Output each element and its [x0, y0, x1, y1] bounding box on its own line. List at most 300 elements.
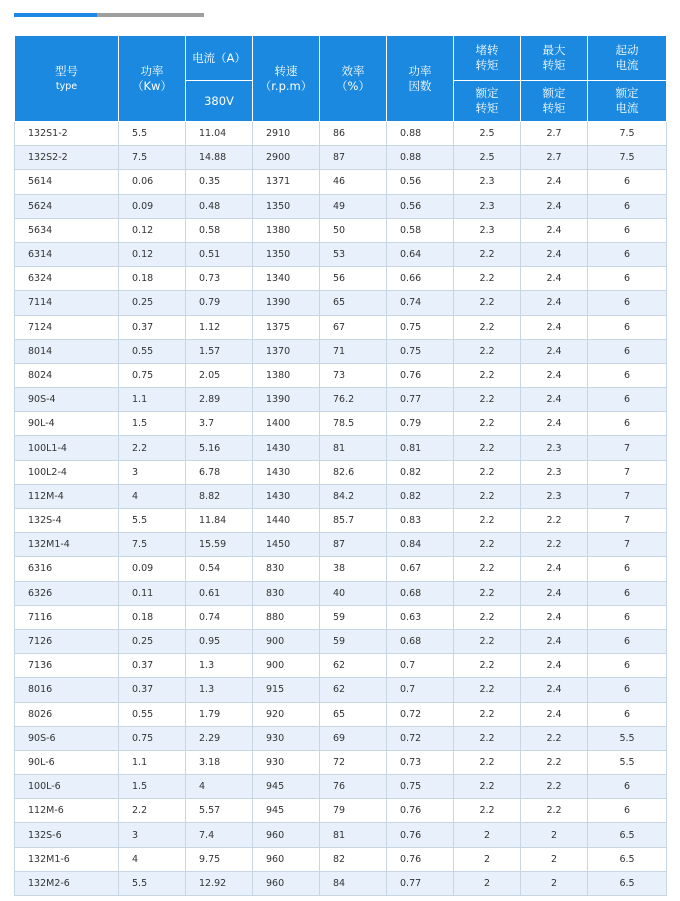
- cell-model: 132M2-6: [15, 871, 119, 895]
- table-row: [15, 146, 667, 170]
- cell-efficiency: 46: [320, 170, 387, 194]
- cell-speed: 1450: [253, 533, 320, 557]
- cell-power: 0.37: [119, 315, 186, 339]
- table-row: [15, 218, 667, 242]
- cell-power: 0.12: [119, 218, 186, 242]
- cell-power-factor: 0.72: [387, 702, 454, 726]
- cell-efficiency: 50: [320, 218, 387, 242]
- cell-current: 0.74: [186, 605, 253, 629]
- cell-efficiency: 84.2: [320, 484, 387, 508]
- cell-start-current: 6: [588, 267, 667, 291]
- cell-current: 2.05: [186, 363, 253, 387]
- table-row: [15, 750, 667, 774]
- cell-max-torque: 2.4: [521, 291, 588, 315]
- cell-stall-torque: 2.2: [454, 799, 521, 823]
- cell-power: 1.1: [119, 388, 186, 412]
- cell-power-factor: 0.73: [387, 750, 454, 774]
- cell-power-factor: 0.82: [387, 484, 454, 508]
- cell-start-current: 6: [588, 170, 667, 194]
- table-row: [15, 412, 667, 436]
- cell-power-factor: 0.76: [387, 847, 454, 871]
- cell-current: 5.16: [186, 436, 253, 460]
- cell-stall-torque: 2.3: [454, 218, 521, 242]
- cell-max-torque: 2.4: [521, 388, 588, 412]
- cell-power: 0.25: [119, 291, 186, 315]
- cell-power-factor: 0.77: [387, 871, 454, 895]
- cell-model: 90L-6: [15, 750, 119, 774]
- cell-model: 132M1-6: [15, 847, 119, 871]
- cell-speed: 1440: [253, 509, 320, 533]
- table-row: [15, 581, 667, 605]
- cell-efficiency: 81: [320, 436, 387, 460]
- cell-current: 1.12: [186, 315, 253, 339]
- cell-stall-torque: 2.2: [454, 726, 521, 750]
- cell-max-torque: 2.4: [521, 363, 588, 387]
- cell-speed: 920: [253, 702, 320, 726]
- cell-power: 1.5: [119, 412, 186, 436]
- cell-power-factor: 0.63: [387, 605, 454, 629]
- cell-start-current: 6: [588, 629, 667, 653]
- cell-model: 7126: [15, 629, 119, 653]
- cell-model: 90L-4: [15, 412, 119, 436]
- cell-model: 5614: [15, 170, 119, 194]
- cell-max-torque: 2.2: [521, 509, 588, 533]
- cell-model: 132S2-2: [15, 146, 119, 170]
- cell-power-factor: 0.77: [387, 388, 454, 412]
- cell-efficiency: 87: [320, 533, 387, 557]
- cell-start-current: 7: [588, 484, 667, 508]
- cell-speed: 1430: [253, 436, 320, 460]
- cell-stall-torque: 2.2: [454, 629, 521, 653]
- cell-current: 6.78: [186, 460, 253, 484]
- cell-power-factor: 0.7: [387, 678, 454, 702]
- header-current-voltage: 380V: [186, 81, 253, 122]
- cell-start-current: 6: [588, 291, 667, 315]
- cell-start-current: 6.5: [588, 871, 667, 895]
- cell-current: 2.29: [186, 726, 253, 750]
- cell-current: 1.57: [186, 339, 253, 363]
- table-row: [15, 871, 667, 895]
- table-row: [15, 170, 667, 194]
- cell-power: 7.5: [119, 533, 186, 557]
- cell-power: 3: [119, 460, 186, 484]
- cell-power: 4: [119, 847, 186, 871]
- cell-efficiency: 73: [320, 363, 387, 387]
- cell-start-current: 6: [588, 702, 667, 726]
- cell-efficiency: 87: [320, 146, 387, 170]
- cell-model: 6324: [15, 267, 119, 291]
- cell-max-torque: 2.4: [521, 605, 588, 629]
- cell-model: 8026: [15, 702, 119, 726]
- cell-stall-torque: 2.2: [454, 775, 521, 799]
- table-row: [15, 775, 667, 799]
- cell-current: 11.84: [186, 509, 253, 533]
- cell-power: 2.2: [119, 436, 186, 460]
- cell-max-torque: 2.2: [521, 533, 588, 557]
- cell-power: 5.5: [119, 122, 186, 146]
- header-power-factor: 功率 因数: [387, 36, 454, 122]
- cell-model: 8024: [15, 363, 119, 387]
- cell-efficiency: 82.6: [320, 460, 387, 484]
- table-body: [15, 122, 667, 896]
- table-row: [15, 629, 667, 653]
- cell-current: 4: [186, 775, 253, 799]
- cell-efficiency: 38: [320, 557, 387, 581]
- cell-speed: 945: [253, 775, 320, 799]
- cell-power-factor: 0.82: [387, 460, 454, 484]
- table-row: [15, 484, 667, 508]
- cell-current: 12.92: [186, 871, 253, 895]
- cell-stall-torque: 2.2: [454, 654, 521, 678]
- cell-model: 7114: [15, 291, 119, 315]
- cell-power: 1.5: [119, 775, 186, 799]
- table-row: [15, 242, 667, 266]
- cell-stall-torque: 2.2: [454, 242, 521, 266]
- cell-start-current: 7: [588, 460, 667, 484]
- cell-power: 3: [119, 823, 186, 847]
- cell-start-current: 6: [588, 242, 667, 266]
- cell-speed: 1375: [253, 315, 320, 339]
- header-start-current: 起动 电流: [588, 36, 667, 81]
- cell-stall-torque: 2.2: [454, 460, 521, 484]
- cell-start-current: 6: [588, 339, 667, 363]
- cell-start-current: 6.5: [588, 823, 667, 847]
- cell-max-torque: 2.4: [521, 581, 588, 605]
- cell-power: 0.55: [119, 702, 186, 726]
- cell-efficiency: 86: [320, 122, 387, 146]
- cell-power-factor: 0.58: [387, 218, 454, 242]
- cell-max-torque: 2.4: [521, 267, 588, 291]
- cell-speed: 1430: [253, 460, 320, 484]
- table-row: [15, 339, 667, 363]
- table-row: [15, 702, 667, 726]
- cell-max-torque: 2.2: [521, 750, 588, 774]
- table-row: [15, 654, 667, 678]
- table-row: [15, 557, 667, 581]
- cell-power: 0.75: [119, 363, 186, 387]
- cell-model: 7136: [15, 654, 119, 678]
- cell-start-current: 6: [588, 218, 667, 242]
- header-rated-torque-b: 额定 转矩: [521, 81, 588, 122]
- cell-max-torque: 2.3: [521, 460, 588, 484]
- cell-current: 0.79: [186, 291, 253, 315]
- cell-power-factor: 0.68: [387, 629, 454, 653]
- cell-power-factor: 0.76: [387, 823, 454, 847]
- header-stall-torque: 堵转 转矩: [454, 36, 521, 81]
- cell-stall-torque: 2.2: [454, 509, 521, 533]
- cell-max-torque: 2.2: [521, 799, 588, 823]
- cell-stall-torque: 2.2: [454, 702, 521, 726]
- cell-model: 100L-6: [15, 775, 119, 799]
- cell-model: 132M1-4: [15, 533, 119, 557]
- cell-model: 8014: [15, 339, 119, 363]
- cell-stall-torque: 2.2: [454, 339, 521, 363]
- cell-power-factor: 0.68: [387, 581, 454, 605]
- cell-efficiency: 56: [320, 267, 387, 291]
- cell-efficiency: 65: [320, 702, 387, 726]
- table-row: [15, 726, 667, 750]
- cell-power-factor: 0.74: [387, 291, 454, 315]
- cell-current: 2.89: [186, 388, 253, 412]
- cell-model: 6314: [15, 242, 119, 266]
- cell-power: 2.2: [119, 799, 186, 823]
- table-row: [15, 194, 667, 218]
- cell-start-current: 5.5: [588, 750, 667, 774]
- cell-power: 0.75: [119, 726, 186, 750]
- table-row: [15, 291, 667, 315]
- cell-efficiency: 65: [320, 291, 387, 315]
- cell-model: 90S-6: [15, 726, 119, 750]
- cell-power: 5.5: [119, 509, 186, 533]
- cell-power-factor: 0.88: [387, 122, 454, 146]
- cell-stall-torque: 2.5: [454, 122, 521, 146]
- cell-speed: 960: [253, 847, 320, 871]
- cell-efficiency: 53: [320, 242, 387, 266]
- cell-max-torque: 2.3: [521, 436, 588, 460]
- cell-speed: 1350: [253, 194, 320, 218]
- cell-start-current: 6: [588, 654, 667, 678]
- cell-model: 112M-6: [15, 799, 119, 823]
- cell-max-torque: 2.4: [521, 339, 588, 363]
- cell-max-torque: 2.4: [521, 315, 588, 339]
- cell-power-factor: 0.75: [387, 315, 454, 339]
- cell-model: 132S-6: [15, 823, 119, 847]
- table-row: [15, 533, 667, 557]
- cell-power-factor: 0.88: [387, 146, 454, 170]
- cell-efficiency: 76: [320, 775, 387, 799]
- cell-speed: 960: [253, 823, 320, 847]
- cell-current: 3.18: [186, 750, 253, 774]
- cell-max-torque: 2: [521, 847, 588, 871]
- cell-power-factor: 0.79: [387, 412, 454, 436]
- header-current: 电流（A）: [186, 36, 253, 81]
- cell-current: 15.59: [186, 533, 253, 557]
- table-row: [15, 799, 667, 823]
- cell-efficiency: 49: [320, 194, 387, 218]
- table-row: [15, 436, 667, 460]
- cell-max-torque: 2.4: [521, 242, 588, 266]
- cell-model: 5634: [15, 218, 119, 242]
- table-row: [15, 509, 667, 533]
- cell-speed: 930: [253, 750, 320, 774]
- cell-efficiency: 59: [320, 629, 387, 653]
- cell-efficiency: 82: [320, 847, 387, 871]
- cell-stall-torque: 2: [454, 847, 521, 871]
- cell-power-factor: 0.72: [387, 726, 454, 750]
- cell-speed: 1380: [253, 218, 320, 242]
- cell-speed: 900: [253, 654, 320, 678]
- cell-max-torque: 2.4: [521, 678, 588, 702]
- cell-max-torque: 2.4: [521, 170, 588, 194]
- cell-power: 0.06: [119, 170, 186, 194]
- cell-stall-torque: 2.2: [454, 557, 521, 581]
- decorative-bar-gray: [97, 13, 204, 17]
- cell-efficiency: 67: [320, 315, 387, 339]
- cell-current: 7.4: [186, 823, 253, 847]
- cell-stall-torque: 2.3: [454, 194, 521, 218]
- cell-speed: 880: [253, 605, 320, 629]
- cell-model: 7124: [15, 315, 119, 339]
- cell-speed: 830: [253, 581, 320, 605]
- cell-stall-torque: 2.2: [454, 533, 521, 557]
- cell-power-factor: 0.75: [387, 775, 454, 799]
- cell-model: 5624: [15, 194, 119, 218]
- decorative-header-bar: [14, 13, 204, 17]
- cell-speed: 915: [253, 678, 320, 702]
- cell-stall-torque: 2.5: [454, 146, 521, 170]
- cell-start-current: 6: [588, 775, 667, 799]
- cell-model: 100L1-4: [15, 436, 119, 460]
- cell-efficiency: 81: [320, 823, 387, 847]
- cell-power: 0.09: [119, 557, 186, 581]
- cell-speed: 830: [253, 557, 320, 581]
- cell-power-factor: 0.76: [387, 363, 454, 387]
- table-row: [15, 315, 667, 339]
- cell-max-torque: 2.4: [521, 412, 588, 436]
- cell-max-torque: 2.4: [521, 218, 588, 242]
- cell-current: 9.75: [186, 847, 253, 871]
- cell-speed: 1430: [253, 484, 320, 508]
- cell-power: 4: [119, 484, 186, 508]
- cell-efficiency: 78.5: [320, 412, 387, 436]
- cell-start-current: 6: [588, 412, 667, 436]
- cell-current: 1.79: [186, 702, 253, 726]
- cell-speed: 960: [253, 871, 320, 895]
- cell-stall-torque: 2.2: [454, 436, 521, 460]
- cell-power: 0.11: [119, 581, 186, 605]
- cell-stall-torque: 2.2: [454, 412, 521, 436]
- cell-current: 0.73: [186, 267, 253, 291]
- cell-stall-torque: 2.2: [454, 484, 521, 508]
- cell-efficiency: 40: [320, 581, 387, 605]
- cell-speed: 1390: [253, 388, 320, 412]
- cell-speed: 1340: [253, 267, 320, 291]
- cell-power: 0.37: [119, 678, 186, 702]
- cell-speed: 1400: [253, 412, 320, 436]
- cell-start-current: 7: [588, 533, 667, 557]
- cell-power-factor: 0.64: [387, 242, 454, 266]
- cell-speed: 1390: [253, 291, 320, 315]
- cell-speed: 1350: [253, 242, 320, 266]
- cell-power-factor: 0.66: [387, 267, 454, 291]
- cell-start-current: 6: [588, 194, 667, 218]
- table-row: [15, 678, 667, 702]
- cell-max-torque: 2.4: [521, 702, 588, 726]
- cell-max-torque: 2.4: [521, 654, 588, 678]
- cell-model: 6326: [15, 581, 119, 605]
- cell-stall-torque: 2.2: [454, 750, 521, 774]
- table-row: [15, 823, 667, 847]
- table-row: [15, 460, 667, 484]
- cell-efficiency: 62: [320, 654, 387, 678]
- cell-current: 0.61: [186, 581, 253, 605]
- cell-power-factor: 0.67: [387, 557, 454, 581]
- cell-max-torque: 2.4: [521, 629, 588, 653]
- cell-max-torque: 2.7: [521, 122, 588, 146]
- cell-efficiency: 76.2: [320, 388, 387, 412]
- cell-speed: 1380: [253, 363, 320, 387]
- cell-current: 0.54: [186, 557, 253, 581]
- table-row: [15, 605, 667, 629]
- table-row: [15, 847, 667, 871]
- cell-power-factor: 0.75: [387, 339, 454, 363]
- cell-efficiency: 71: [320, 339, 387, 363]
- cell-speed: 2900: [253, 146, 320, 170]
- cell-power-factor: 0.76: [387, 799, 454, 823]
- cell-start-current: 7.5: [588, 146, 667, 170]
- cell-stall-torque: 2.2: [454, 678, 521, 702]
- cell-max-torque: 2: [521, 871, 588, 895]
- cell-max-torque: 2.3: [521, 484, 588, 508]
- cell-power: 0.09: [119, 194, 186, 218]
- table-row: [15, 363, 667, 387]
- cell-start-current: 5.5: [588, 726, 667, 750]
- cell-current: 5.57: [186, 799, 253, 823]
- cell-speed: 1371: [253, 170, 320, 194]
- cell-model: 7116: [15, 605, 119, 629]
- cell-current: 0.35: [186, 170, 253, 194]
- cell-stall-torque: 2.2: [454, 291, 521, 315]
- table-row: [15, 122, 667, 146]
- cell-start-current: 6: [588, 581, 667, 605]
- cell-model: 90S-4: [15, 388, 119, 412]
- cell-power: 1.1: [119, 750, 186, 774]
- cell-start-current: 6: [588, 678, 667, 702]
- cell-max-torque: 2.2: [521, 775, 588, 799]
- cell-max-torque: 2.4: [521, 194, 588, 218]
- cell-power-factor: 0.83: [387, 509, 454, 533]
- cell-start-current: 6: [588, 557, 667, 581]
- cell-start-current: 7: [588, 509, 667, 533]
- cell-stall-torque: 2: [454, 871, 521, 895]
- cell-start-current: 6: [588, 388, 667, 412]
- header-rated-torque-a: 额定 转矩: [454, 81, 521, 122]
- cell-model: 8016: [15, 678, 119, 702]
- motor-spec-table: [14, 35, 667, 896]
- table-row: [15, 388, 667, 412]
- cell-current: 1.3: [186, 654, 253, 678]
- table-row: [15, 267, 667, 291]
- cell-stall-torque: 2.3: [454, 170, 521, 194]
- cell-power-factor: 0.56: [387, 170, 454, 194]
- cell-speed: 2910: [253, 122, 320, 146]
- decorative-bar-blue: [14, 13, 97, 17]
- cell-power-factor: 0.84: [387, 533, 454, 557]
- cell-current: 1.3: [186, 678, 253, 702]
- cell-model: 6316: [15, 557, 119, 581]
- cell-stall-torque: 2.2: [454, 605, 521, 629]
- cell-start-current: 6: [588, 315, 667, 339]
- cell-speed: 945: [253, 799, 320, 823]
- cell-current: 3.7: [186, 412, 253, 436]
- cell-efficiency: 62: [320, 678, 387, 702]
- cell-power-factor: 0.56: [387, 194, 454, 218]
- cell-power: 0.18: [119, 605, 186, 629]
- cell-stall-torque: 2.2: [454, 267, 521, 291]
- cell-power: 0.12: [119, 242, 186, 266]
- cell-stall-torque: 2.2: [454, 363, 521, 387]
- cell-current: 14.88: [186, 146, 253, 170]
- cell-model: 100L2-4: [15, 460, 119, 484]
- cell-speed: 930: [253, 726, 320, 750]
- cell-max-torque: 2: [521, 823, 588, 847]
- cell-max-torque: 2.2: [521, 726, 588, 750]
- cell-power-factor: 0.81: [387, 436, 454, 460]
- cell-model: 132S1-2: [15, 122, 119, 146]
- cell-start-current: 7.5: [588, 122, 667, 146]
- cell-power: 0.55: [119, 339, 186, 363]
- cell-start-current: 6: [588, 363, 667, 387]
